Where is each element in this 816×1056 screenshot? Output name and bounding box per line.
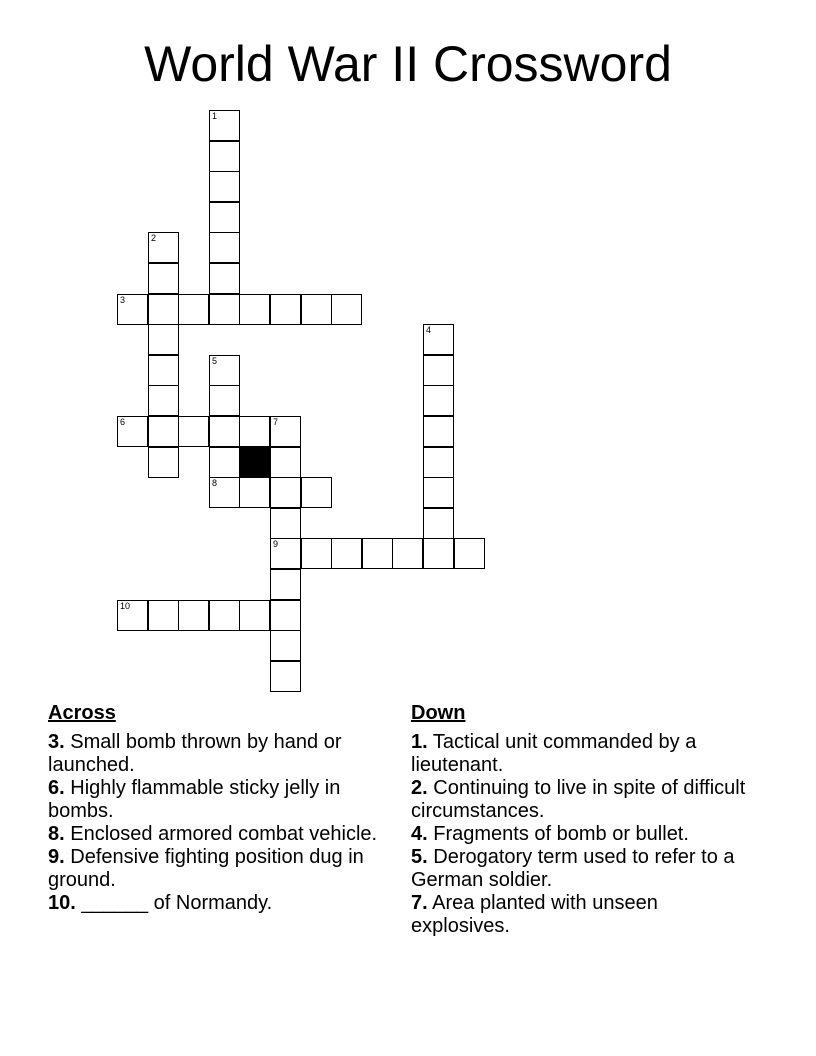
- grid-cell[interactable]: [239, 477, 270, 508]
- grid-cell[interactable]: [117, 600, 148, 631]
- clue-text: Enclosed armored combat vehicle.: [70, 823, 378, 845]
- grid-cell[interactable]: [209, 416, 240, 447]
- grid-cell[interactable]: [423, 538, 454, 569]
- grid-cell[interactable]: [209, 385, 240, 416]
- grid-cell[interactable]: [301, 538, 332, 569]
- grid-cell[interactable]: [423, 447, 454, 478]
- grid-cell[interactable]: [239, 600, 270, 631]
- grid-cell[interactable]: [301, 477, 332, 508]
- grid-cell[interactable]: [209, 355, 240, 386]
- clue-num: 7.: [411, 892, 428, 914]
- across-clue: [48, 777, 388, 823]
- clue-number: 10: [120, 601, 131, 611]
- grid-cell[interactable]: [148, 600, 179, 631]
- down-clue: [411, 823, 761, 846]
- grid-cell[interactable]: [209, 232, 240, 263]
- grid-cell[interactable]: [117, 294, 148, 325]
- grid-cell[interactable]: [148, 416, 179, 447]
- clue-number: 4: [426, 325, 432, 335]
- grid-cell[interactable]: [239, 294, 270, 325]
- grid-cell[interactable]: [148, 385, 179, 416]
- clue-text: Small bomb thrown by hand or launched.: [48, 731, 342, 776]
- across-heading: Across: [48, 702, 116, 724]
- clue-num: 3.: [48, 731, 65, 753]
- grid-cell[interactable]: [148, 447, 179, 478]
- grid-cell[interactable]: [148, 232, 179, 263]
- grid-cell[interactable]: [209, 263, 240, 294]
- grid-cell[interactable]: [423, 416, 454, 447]
- grid-cell[interactable]: [301, 294, 332, 325]
- across-clue: [48, 892, 388, 915]
- clue-number: 6: [120, 417, 126, 427]
- grid-cell[interactable]: [148, 263, 179, 294]
- grid-cell[interactable]: [209, 294, 240, 325]
- grid-cell[interactable]: [423, 508, 454, 539]
- grid-cell[interactable]: [331, 294, 362, 325]
- grid-cell[interactable]: [270, 538, 301, 569]
- clue-num: 2.: [411, 777, 428, 799]
- clue-number: 7: [273, 417, 279, 427]
- clue-num: 9.: [48, 846, 65, 868]
- clue-num: 4.: [411, 823, 428, 845]
- clue-text: Tactical unit commanded by a lieutenant.: [411, 731, 697, 776]
- grid-cell[interactable]: [148, 324, 179, 355]
- grid-cell[interactable]: [209, 141, 240, 172]
- grid-cell[interactable]: [178, 600, 209, 631]
- clue-number: 5: [212, 356, 218, 366]
- grid-cell[interactable]: [117, 416, 148, 447]
- grid-cell[interactable]: [148, 355, 179, 386]
- clue-text: Area planted with unseen explosives.: [411, 892, 658, 937]
- grid-cell[interactable]: [209, 202, 240, 233]
- grid-cell[interactable]: [270, 294, 301, 325]
- down-clue: [411, 731, 761, 777]
- grid-cell[interactable]: [423, 355, 454, 386]
- grid-cell[interactable]: [209, 477, 240, 508]
- clue-number: 2: [151, 233, 157, 243]
- grid-cell[interactable]: [270, 600, 301, 631]
- down-clue: [411, 892, 761, 938]
- across-clue: [48, 823, 388, 846]
- grid-cell[interactable]: [270, 569, 301, 600]
- grid-cell[interactable]: [178, 416, 209, 447]
- across-clues: [48, 702, 388, 915]
- down-heading: Down: [411, 702, 466, 724]
- clue-number: 8: [212, 478, 218, 488]
- grid-cell[interactable]: [270, 477, 301, 508]
- clue-number: 3: [120, 295, 126, 305]
- down-clue: [411, 846, 761, 892]
- clue-text: Defensive fighting position dug in ground.: [48, 846, 364, 891]
- grid-cell[interactable]: [270, 447, 301, 478]
- clue-text: Fragments of bomb or bullet.: [433, 823, 689, 845]
- grid-cell[interactable]: [362, 538, 393, 569]
- clue-text: Derogatory term used to refer to a German soldier.: [411, 846, 735, 891]
- clue-number: 9: [273, 539, 279, 549]
- down-clues: [411, 702, 761, 938]
- grid-cell[interactable]: [454, 538, 485, 569]
- grid-cell[interactable]: [270, 508, 301, 539]
- grid-cell[interactable]: [209, 171, 240, 202]
- across-clue: [48, 846, 388, 892]
- clue-number: 1: [212, 111, 218, 121]
- clue-num: 8.: [48, 823, 65, 845]
- grid-cell[interactable]: [423, 477, 454, 508]
- grid-cell[interactable]: [178, 294, 209, 325]
- across-clue: [48, 731, 388, 777]
- grid-cell[interactable]: [209, 110, 240, 141]
- down-clue: [411, 777, 761, 823]
- clue-text: Continuing to live in spite of difficult circumstances.: [411, 777, 746, 822]
- grid-cell[interactable]: [270, 661, 301, 692]
- page-title: World War II Crossword: [144, 36, 672, 92]
- grid-cell[interactable]: [423, 385, 454, 416]
- grid-cell[interactable]: [239, 416, 270, 447]
- grid-cell[interactable]: [331, 538, 362, 569]
- grid-cell[interactable]: [270, 416, 301, 447]
- clue-num: 1.: [411, 731, 428, 753]
- clue-num: 6.: [48, 777, 65, 799]
- grid-cell[interactable]: [392, 538, 423, 569]
- clue-num: 10.: [48, 892, 76, 914]
- clue-num: 5.: [411, 846, 428, 868]
- black-square: [239, 447, 270, 478]
- grid-cell[interactable]: [209, 447, 240, 478]
- clue-text: Highly flammable sticky jelly in bombs.: [48, 777, 341, 822]
- grid-cell[interactable]: [270, 630, 301, 661]
- grid-cell[interactable]: [148, 294, 179, 325]
- grid-cell[interactable]: [423, 324, 454, 355]
- clue-text: ______ of Normandy.: [81, 892, 273, 914]
- grid-cell[interactable]: [209, 600, 240, 631]
